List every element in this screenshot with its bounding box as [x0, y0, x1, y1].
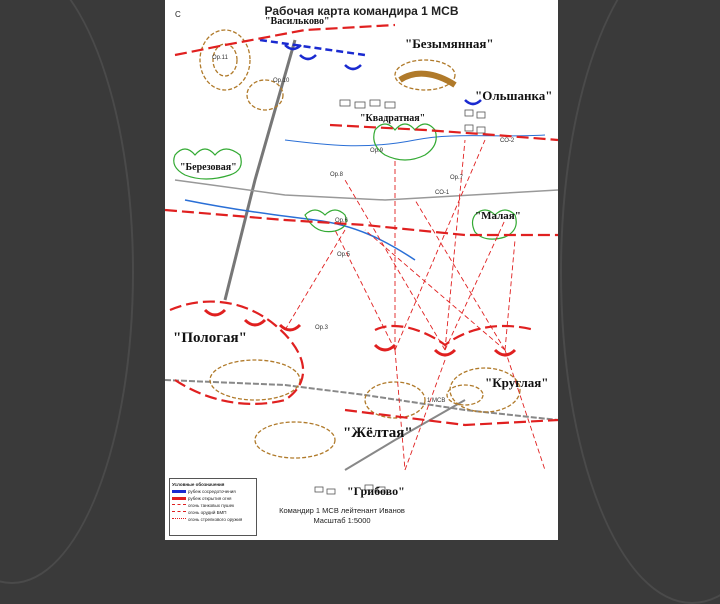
- background-arc: [560, 0, 720, 604]
- background-arc: [0, 0, 134, 584]
- own-positions: [205, 310, 515, 355]
- legend-item: огонь танковых пушек: [172, 502, 254, 509]
- map-title: Рабочая карта командира 1 МСВ: [264, 4, 459, 18]
- label-op8: Ор.8: [330, 172, 344, 178]
- label-op9: Ор.9: [370, 148, 384, 154]
- legend-title: Условные обозначения: [172, 482, 225, 487]
- label-vasilkovo: "Васильково": [265, 16, 330, 27]
- river: [185, 200, 415, 260]
- label-co1: СО-1: [435, 190, 450, 196]
- label-1msv: 1 МСВ: [427, 398, 446, 404]
- scale-line: Масштаб 1:5000: [313, 516, 371, 525]
- label-berezovaya: "Березовая": [180, 162, 237, 173]
- label-malaya: "Малая": [475, 210, 521, 222]
- map-drawing: [165, 0, 558, 540]
- label-bezymyannaya: "Безымянная": [405, 36, 494, 51]
- map-footer: [257, 506, 427, 526]
- legend-item: огонь орудий БМП: [172, 509, 254, 516]
- label-op11: Ор.11: [212, 55, 228, 61]
- label-co2: СО-2: [500, 138, 515, 144]
- north-arrow: С: [175, 10, 181, 19]
- label-zheltaya: "Жёлтая": [343, 425, 413, 441]
- label-kruglaya: "Круглая": [485, 375, 549, 390]
- ridge: [400, 74, 455, 85]
- legend-item: огонь стрелкового оружия: [172, 516, 254, 523]
- commander-line: Командир 1 МСВ лейтенант Иванов: [279, 506, 405, 515]
- legend-item: рубеж открытия огня: [172, 495, 254, 502]
- legend-item: рубеж сосредоточения: [172, 488, 254, 495]
- label-pologaya: "Пологая": [173, 330, 247, 346]
- fire-vectors: [285, 140, 545, 470]
- label-op7: Ор.7: [450, 175, 464, 181]
- map-legend: [169, 478, 257, 536]
- label-olshanka: "Ольшанка": [475, 88, 553, 103]
- label-op5: Ор.5: [337, 252, 351, 258]
- road: [175, 180, 558, 200]
- label-op3: Ор.3: [315, 325, 329, 331]
- label-kvadratnaya: "Квадратная": [360, 113, 426, 124]
- label-op6: Ор.6: [335, 218, 349, 224]
- label-op10: Ор.10: [273, 78, 290, 84]
- label-gribovo: "Грибово": [347, 484, 405, 498]
- map-sheet: [165, 0, 558, 540]
